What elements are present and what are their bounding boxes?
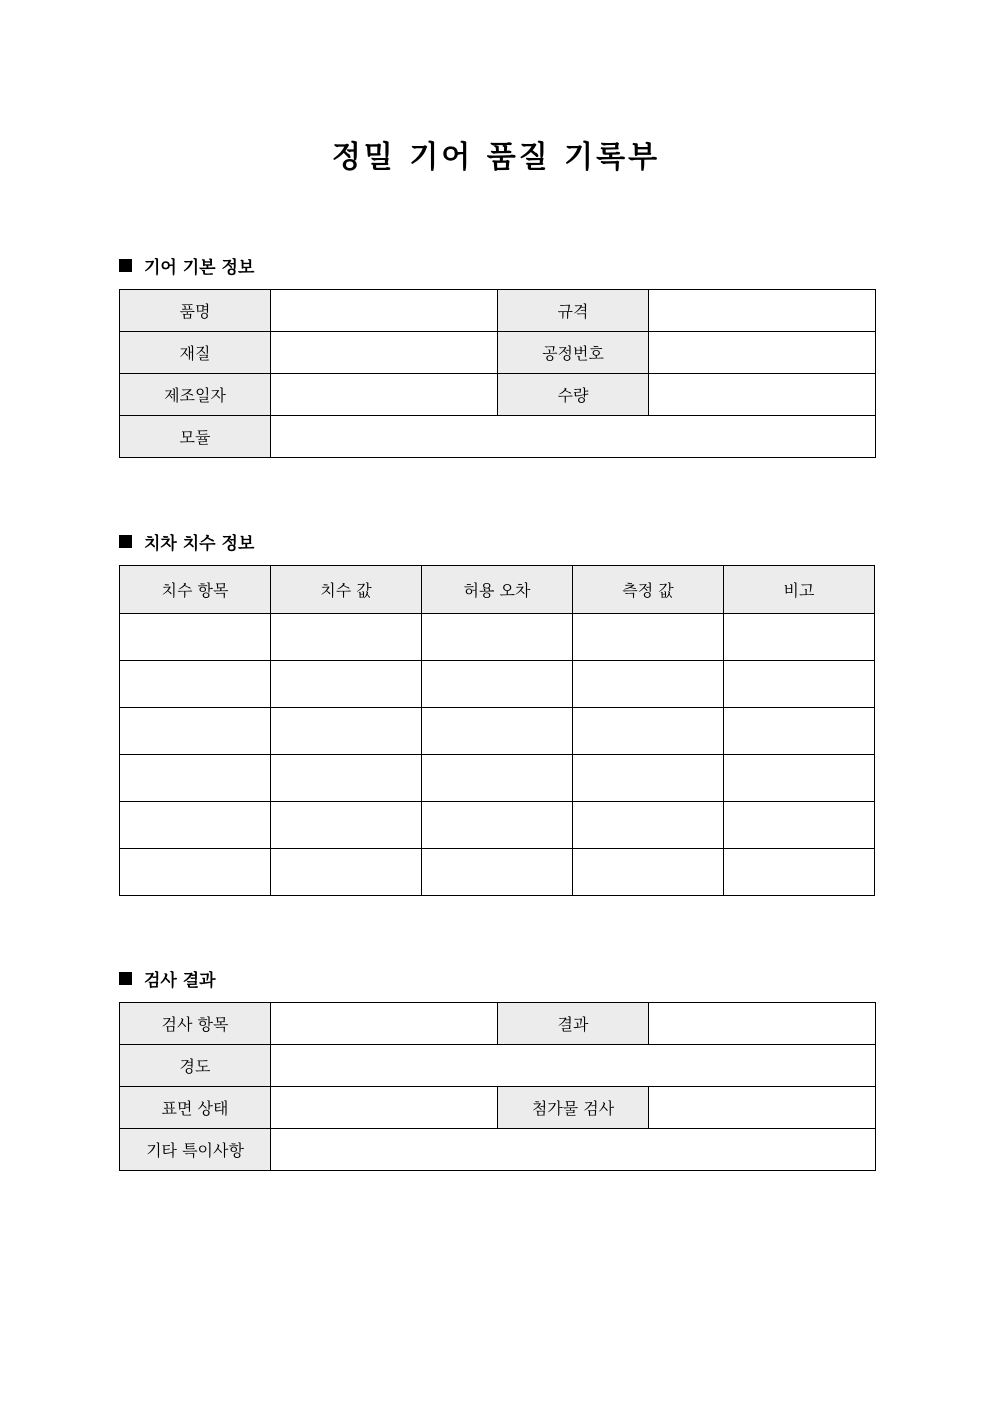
table-row	[120, 614, 875, 661]
table-cell[interactable]	[724, 708, 875, 755]
table-row	[120, 802, 875, 849]
field-module[interactable]	[271, 416, 876, 458]
field-additive[interactable]	[649, 1087, 876, 1129]
label-additive: 첨가물 검사	[498, 1087, 649, 1129]
table-row	[120, 755, 875, 802]
field-surface[interactable]	[271, 1087, 498, 1129]
label-inspection-item: 검사 항목	[120, 1003, 271, 1045]
label-hardness: 경도	[120, 1045, 271, 1087]
table-cell[interactable]	[573, 708, 724, 755]
column-header: 치수 항목	[120, 566, 271, 614]
label-spec: 규격	[498, 290, 649, 332]
table-row	[120, 661, 875, 708]
gear-info-table	[119, 289, 876, 458]
section-heading-label: 치차 치수 정보	[144, 534, 255, 554]
table-cell[interactable]	[724, 614, 875, 661]
field-quantity[interactable]	[649, 374, 876, 416]
field-hardness[interactable]	[271, 1045, 876, 1087]
field-remarks[interactable]	[271, 1129, 876, 1171]
field-name[interactable]	[271, 290, 498, 332]
label-material: 재질	[120, 332, 271, 374]
field-material[interactable]	[271, 332, 498, 374]
table-cell[interactable]	[724, 661, 875, 708]
section-heading-inspection-result	[119, 966, 216, 991]
table-row	[120, 708, 875, 755]
label-quantity: 수량	[498, 374, 649, 416]
label-mfg-date: 제조일자	[120, 374, 271, 416]
table-cell[interactable]	[422, 708, 573, 755]
table-cell[interactable]	[573, 802, 724, 849]
table-cell[interactable]	[724, 802, 875, 849]
table-cell[interactable]	[120, 661, 271, 708]
table-cell[interactable]	[724, 849, 875, 896]
field-process-no[interactable]	[649, 332, 876, 374]
table-cell[interactable]	[120, 802, 271, 849]
column-header: 측정 값	[573, 566, 724, 614]
table-row	[120, 849, 875, 896]
table-cell[interactable]	[422, 755, 573, 802]
label-name: 품명	[120, 290, 271, 332]
table-cell[interactable]	[573, 614, 724, 661]
section-heading-tooth-dimensions	[119, 529, 254, 554]
column-header: 치수 값	[271, 566, 422, 614]
field-spec[interactable]	[649, 290, 876, 332]
label-process-no: 공정번호	[498, 332, 649, 374]
table-cell[interactable]	[573, 849, 724, 896]
label-result: 결과	[498, 1003, 649, 1045]
section-heading-label: 기어 기본 정보	[144, 258, 255, 278]
field-mfg-date[interactable]	[271, 374, 498, 416]
table-cell[interactable]	[120, 614, 271, 661]
table-cell[interactable]	[271, 755, 422, 802]
table-cell[interactable]	[573, 755, 724, 802]
tooth-dimension-rows	[120, 614, 875, 896]
column-header: 비고	[724, 566, 875, 614]
section-heading-gear-info	[119, 253, 254, 278]
field-result[interactable]	[649, 1003, 876, 1045]
table-cell[interactable]	[271, 661, 422, 708]
table-cell[interactable]	[422, 802, 573, 849]
table-cell[interactable]	[422, 614, 573, 661]
field-inspection-item[interactable]	[271, 1003, 498, 1045]
table-cell[interactable]	[120, 849, 271, 896]
table-cell[interactable]	[271, 614, 422, 661]
square-bullet-icon	[119, 259, 132, 272]
inspection-result-table	[119, 1002, 876, 1171]
table-cell[interactable]	[422, 849, 573, 896]
table-cell[interactable]	[422, 661, 573, 708]
table-cell[interactable]	[120, 708, 271, 755]
table-cell[interactable]	[573, 661, 724, 708]
table-cell[interactable]	[271, 849, 422, 896]
label-module: 모듈	[120, 416, 271, 458]
label-remarks: 기타 특이사항	[120, 1129, 271, 1171]
tooth-dimension-table	[119, 565, 875, 896]
column-header: 허용 오차	[422, 566, 573, 614]
label-surface: 표면 상태	[120, 1087, 271, 1129]
table-cell[interactable]	[120, 755, 271, 802]
square-bullet-icon	[119, 972, 132, 985]
table-cell[interactable]	[724, 755, 875, 802]
table-cell[interactable]	[271, 802, 422, 849]
document-title: 정밀 기어 품질 기록부	[331, 140, 661, 175]
square-bullet-icon	[119, 535, 132, 548]
table-cell[interactable]	[271, 708, 422, 755]
section-heading-label: 검사 결과	[144, 971, 216, 991]
